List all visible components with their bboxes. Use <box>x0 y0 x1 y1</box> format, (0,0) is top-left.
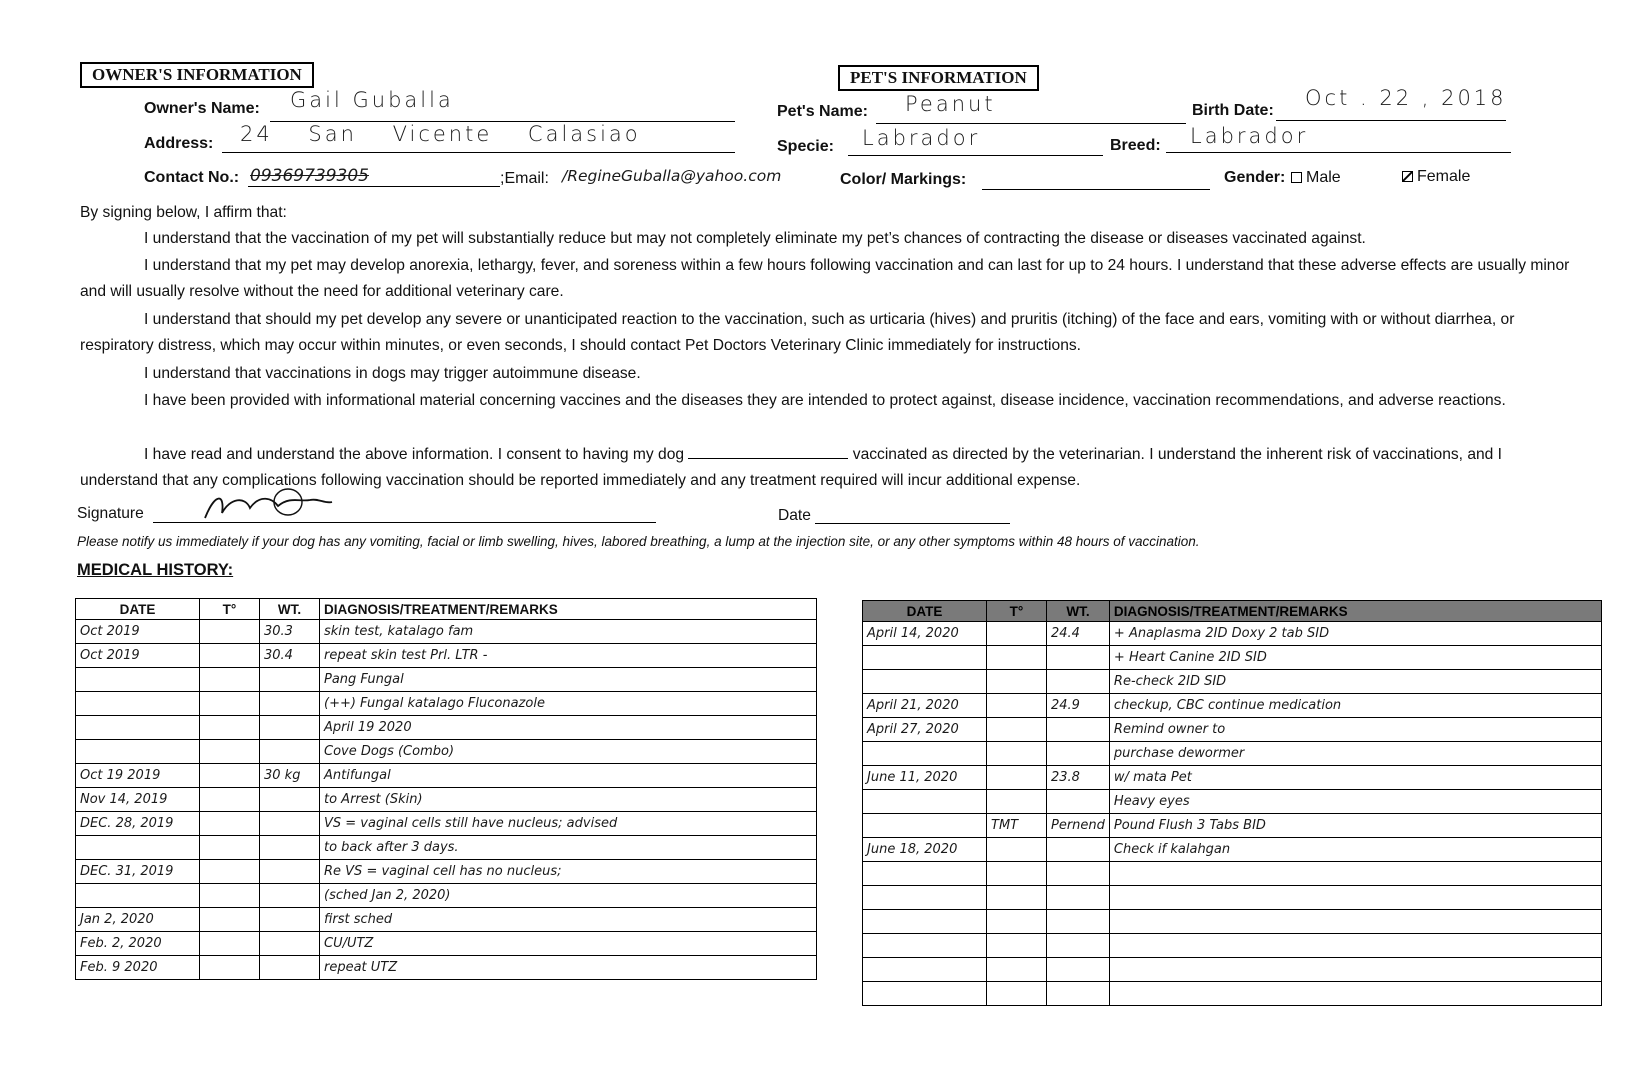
consent-p6a: I have read and understand the above information. I consent to having my dog <box>144 446 685 463</box>
cell-temp[interactable] <box>200 668 260 692</box>
table-row <box>863 646 1602 670</box>
table-row <box>76 644 817 668</box>
breed-line <box>1166 152 1511 153</box>
gender-female-option[interactable] <box>1402 168 1470 186</box>
address-value[interactable]: 24 San Vicente Calasiao <box>240 122 641 146</box>
cell-remarks[interactable]: (sched Jan 2, 2020) <box>320 884 817 908</box>
medical-table-left <box>75 598 817 980</box>
cell-temp[interactable] <box>987 958 1047 982</box>
consent-p3: I understand that should my pet develop any severe or unanticipated reaction to the vaccination, such as urticaria (hives) and pruritis (itching) of the face and ears, vomiting with or without diarrhea, or respiratory distress, which may occur within minutes, or even seconds, I should contact Pet Doctors Veterinary Clinic immediately for instructions. <box>80 311 1515 354</box>
email-label: ;Email: <box>500 170 549 187</box>
cell-remarks[interactable]: April 19 2020 <box>320 716 817 740</box>
table-row <box>863 742 1602 766</box>
col-temp: T° <box>200 599 260 620</box>
cell-temp[interactable]: TMT <box>987 814 1047 838</box>
cell-temp[interactable] <box>987 742 1047 766</box>
col-date: DATE <box>863 601 987 622</box>
cell-remarks[interactable]: Pang Fungal <box>320 668 817 692</box>
col-temp: T° <box>987 601 1047 622</box>
specie-value[interactable]: Labrador <box>862 126 981 150</box>
cell-date[interactable]: Oct 2019 <box>76 644 200 668</box>
cell-date[interactable] <box>76 692 200 716</box>
cell-weight[interactable] <box>1047 646 1110 670</box>
cell-remarks[interactable]: repeat skin test Prl. LTR - <box>320 644 817 668</box>
cell-temp[interactable] <box>200 932 260 956</box>
cell-temp[interactable] <box>200 788 260 812</box>
cell-temp[interactable] <box>200 764 260 788</box>
cell-date[interactable]: Feb. 9 2020 <box>76 956 200 980</box>
birth-date-label: Birth Date: <box>1192 102 1274 119</box>
cell-temp[interactable] <box>200 740 260 764</box>
contact-line <box>248 186 500 187</box>
cell-weight[interactable] <box>1047 718 1110 742</box>
cell-remarks[interactable] <box>1109 934 1601 958</box>
cell-date[interactable] <box>863 670 987 694</box>
cell-remarks[interactable]: Heavy eyes <box>1109 790 1601 814</box>
cell-date[interactable]: April 14, 2020 <box>863 622 987 646</box>
cell-temp[interactable] <box>987 790 1047 814</box>
cell-date[interactable] <box>863 982 987 1006</box>
breed-label: Breed: <box>1110 137 1161 154</box>
contact-value[interactable]: 09369739305 <box>250 166 369 186</box>
cell-remarks[interactable]: Antifungal <box>320 764 817 788</box>
owner-name-label: Owner's Name: <box>144 100 260 117</box>
table-row <box>76 692 817 716</box>
specie-label: Specie: <box>777 138 834 155</box>
table-row <box>863 958 1602 982</box>
color-markings-label: Color/ Markings: <box>840 171 967 188</box>
cell-weight[interactable] <box>260 932 320 956</box>
pet-name-label: Pet's Name: <box>777 103 868 120</box>
table-row <box>863 934 1602 958</box>
cell-weight[interactable] <box>1047 982 1110 1006</box>
cell-weight[interactable]: Pernend <box>1047 814 1110 838</box>
cell-temp[interactable] <box>200 860 260 884</box>
table-row <box>863 862 1602 886</box>
cell-remarks[interactable]: CU/UTZ <box>320 932 817 956</box>
cell-remarks[interactable] <box>1109 958 1601 982</box>
cell-temp[interactable] <box>987 694 1047 718</box>
cell-temp[interactable] <box>987 982 1047 1006</box>
cell-weight[interactable] <box>260 716 320 740</box>
cell-date[interactable] <box>863 886 987 910</box>
gender-label: Gender: <box>1224 169 1286 186</box>
cell-weight[interactable] <box>1047 910 1110 934</box>
cell-date[interactable] <box>863 646 987 670</box>
notice-text: Please notify us immediately if your dog has any vomiting, facial or limb swelling, hives, labored breathing, a lump at the injection site, or any other symptoms within 48 hours of vaccination. <box>77 534 1200 549</box>
cell-remarks[interactable]: repeat UTZ <box>320 956 817 980</box>
date-label: Date <box>778 507 811 524</box>
table-row <box>863 910 1602 934</box>
cell-remarks[interactable] <box>1109 982 1601 1006</box>
table-row <box>76 932 817 956</box>
cell-weight[interactable] <box>1047 790 1110 814</box>
table-row <box>76 860 817 884</box>
table-row <box>76 668 817 692</box>
medical-table-right <box>862 600 1602 1006</box>
cell-temp[interactable] <box>200 692 260 716</box>
cell-remarks[interactable] <box>1109 910 1601 934</box>
cell-remarks[interactable]: Check if kalahgan <box>1109 838 1601 862</box>
cell-weight[interactable] <box>1047 934 1110 958</box>
table-row <box>863 886 1602 910</box>
cell-date[interactable]: April 27, 2020 <box>863 718 987 742</box>
cell-date[interactable]: Feb. 2, 2020 <box>76 932 200 956</box>
pet-name-line <box>876 123 1186 124</box>
consent-p2: I understand that my pet may develop anorexia, lethargy, fever, and soreness within a few hours following vaccination and can last for up to 24 hours. I understand that these adverse effects are usually minor and will usually resolve without the need for additional veterinary care. <box>80 257 1570 300</box>
cell-date[interactable] <box>76 668 200 692</box>
cell-weight[interactable] <box>260 692 320 716</box>
cell-temp[interactable] <box>987 910 1047 934</box>
table-row <box>76 740 817 764</box>
cell-temp[interactable] <box>200 644 260 668</box>
cell-weight[interactable]: 30 kg <box>260 764 320 788</box>
table-row <box>863 814 1602 838</box>
date-line[interactable] <box>815 523 1010 524</box>
cell-weight[interactable] <box>260 884 320 908</box>
table-row <box>863 622 1602 646</box>
cell-date[interactable] <box>76 716 200 740</box>
birth-date-value[interactable]: Oct . 22 , 2018 <box>1305 86 1507 110</box>
table-row <box>863 670 1602 694</box>
table-row <box>76 764 817 788</box>
cell-temp[interactable] <box>987 718 1047 742</box>
cell-temp[interactable] <box>200 620 260 644</box>
cell-weight[interactable] <box>260 860 320 884</box>
cell-date[interactable]: June 18, 2020 <box>863 838 987 862</box>
cell-date[interactable] <box>863 790 987 814</box>
dog-name-blank[interactable] <box>688 444 848 459</box>
table-row <box>863 982 1602 1006</box>
pet-name-value[interactable]: Peanut <box>905 92 996 116</box>
cell-date[interactable]: Oct 19 2019 <box>76 764 200 788</box>
signature-scribble <box>200 488 340 524</box>
col-date: DATE <box>76 599 200 620</box>
cell-remarks[interactable]: VS = vaginal cells still have nucleus; advised <box>320 812 817 836</box>
cell-date[interactable]: April 21, 2020 <box>863 694 987 718</box>
cell-weight[interactable] <box>260 812 320 836</box>
address-line <box>222 152 735 153</box>
cell-remarks[interactable] <box>1109 862 1601 886</box>
cell-weight[interactable] <box>260 788 320 812</box>
contact-label: Contact No.: <box>144 169 240 186</box>
cell-temp[interactable] <box>200 812 260 836</box>
col-weight: WT. <box>260 599 320 620</box>
consent-p6 <box>80 442 1575 494</box>
cell-remarks[interactable]: + Anaplasma 2ID Doxy 2 tab SID <box>1109 622 1601 646</box>
cell-date[interactable] <box>863 814 987 838</box>
cell-remarks[interactable]: Re-check 2ID SID <box>1109 670 1601 694</box>
consent-p6b: vaccinated as directed by the veterinarian. I understand the inherent risk of vaccinations, and I understand that any complications following vaccination should be reported immediately and any treatment required will incur additional expense. <box>80 446 1503 489</box>
cell-weight[interactable] <box>260 908 320 932</box>
medical-history-title: MEDICAL HISTORY: <box>77 561 234 579</box>
cell-date[interactable] <box>863 934 987 958</box>
consent-intro: By signing below, I affirm that: <box>80 204 287 221</box>
cell-date[interactable]: Jan 2, 2020 <box>76 908 200 932</box>
cell-weight[interactable]: 24.9 <box>1047 694 1110 718</box>
table-row <box>76 908 817 932</box>
table-row <box>76 836 817 860</box>
cell-temp[interactable] <box>200 956 260 980</box>
gender-male-label: Male <box>1306 169 1341 186</box>
cell-date[interactable]: Nov 14, 2019 <box>76 788 200 812</box>
color-markings-line <box>982 189 1210 190</box>
cell-remarks[interactable]: checkup, CBC continue medication <box>1109 694 1601 718</box>
cell-weight[interactable] <box>1047 886 1110 910</box>
signature-label: Signature <box>77 505 144 522</box>
cell-temp[interactable] <box>987 838 1047 862</box>
table-row <box>76 620 817 644</box>
pet-section-title: PET'S INFORMATION <box>838 65 1039 91</box>
cell-temp[interactable] <box>200 716 260 740</box>
consent-p5: I have been provided with informational material concerning vaccines and the diseases they are intended to protect against, disease incidence, vaccination recommendations, and adverse reactions. <box>144 392 1506 409</box>
cell-date[interactable] <box>863 742 987 766</box>
cell-weight[interactable] <box>260 668 320 692</box>
table-row <box>863 838 1602 862</box>
cell-weight[interactable] <box>1047 862 1110 886</box>
cell-remarks[interactable]: Remind owner to <box>1109 718 1601 742</box>
male-checkbox[interactable] <box>1291 172 1302 183</box>
table-row <box>863 694 1602 718</box>
cell-temp[interactable] <box>987 622 1047 646</box>
specie-line <box>848 155 1103 156</box>
gender-female-label: Female <box>1417 168 1471 185</box>
cell-remarks[interactable]: w/ mata Pet <box>1109 766 1601 790</box>
cell-remarks[interactable]: (++) Fungal katalago Fluconazole <box>320 692 817 716</box>
cell-weight[interactable] <box>1047 838 1110 862</box>
table-row <box>76 788 817 812</box>
cell-remarks[interactable]: first sched <box>320 908 817 932</box>
cell-temp[interactable] <box>987 670 1047 694</box>
table-row <box>76 884 817 908</box>
cell-temp[interactable] <box>987 646 1047 670</box>
email-value[interactable]: /RegineGuballa@yahoo.com <box>562 167 782 185</box>
table-row <box>76 812 817 836</box>
table-row <box>863 790 1602 814</box>
table-row <box>76 716 817 740</box>
cell-remarks[interactable]: Pound Flush 3 Tabs BID <box>1109 814 1601 838</box>
cell-date[interactable] <box>76 740 200 764</box>
cell-weight[interactable]: 30.4 <box>260 644 320 668</box>
female-checkbox[interactable] <box>1402 171 1413 182</box>
cell-date[interactable] <box>76 884 200 908</box>
cell-temp[interactable] <box>200 836 260 860</box>
cell-remarks[interactable]: to Arrest (Skin) <box>320 788 817 812</box>
table-row <box>863 766 1602 790</box>
cell-weight[interactable] <box>260 956 320 980</box>
owner-section-title: OWNER'S INFORMATION <box>80 62 314 88</box>
cell-temp[interactable] <box>200 884 260 908</box>
owner-name-value[interactable]: Gail Guballa <box>290 88 454 112</box>
cell-weight[interactable]: 24.4 <box>1047 622 1110 646</box>
col-weight: WT. <box>1047 601 1110 622</box>
cell-weight[interactable] <box>1047 742 1110 766</box>
cell-remarks[interactable] <box>1109 886 1601 910</box>
cell-temp[interactable] <box>987 862 1047 886</box>
breed-value[interactable]: Labrador <box>1190 124 1309 148</box>
cell-temp[interactable] <box>987 934 1047 958</box>
table-row <box>863 718 1602 742</box>
cell-temp[interactable] <box>987 766 1047 790</box>
col-remarks: DIAGNOSIS/TREATMENT/REMARKS <box>320 599 817 620</box>
consent-p4: I understand that vaccinations in dogs may trigger autoimmune disease. <box>144 365 641 382</box>
cell-remarks[interactable]: Cove Dogs (Combo) <box>320 740 817 764</box>
col-remarks: DIAGNOSIS/TREATMENT/REMARKS <box>1109 601 1601 622</box>
cell-remarks[interactable]: purchase dewormer <box>1109 742 1601 766</box>
cell-remarks[interactable]: + Heart Canine 2ID SID <box>1109 646 1601 670</box>
address-label: Address: <box>144 135 214 152</box>
cell-date[interactable] <box>76 836 200 860</box>
cell-weight[interactable] <box>260 836 320 860</box>
cell-remarks[interactable]: skin test, katalago fam <box>320 620 817 644</box>
cell-weight[interactable] <box>1047 670 1110 694</box>
cell-temp[interactable] <box>987 886 1047 910</box>
cell-weight[interactable] <box>1047 958 1110 982</box>
cell-remarks[interactable]: to back after 3 days. <box>320 836 817 860</box>
cell-weight[interactable] <box>260 740 320 764</box>
gender-male-option[interactable] <box>1291 169 1341 187</box>
cell-date[interactable]: DEC. 31, 2019 <box>76 860 200 884</box>
table-row <box>76 956 817 980</box>
cell-remarks[interactable]: Re VS = vaginal cell has no nucleus; <box>320 860 817 884</box>
cell-weight[interactable]: 30.3 <box>260 620 320 644</box>
cell-date[interactable]: Oct 2019 <box>76 620 200 644</box>
birth-date-line <box>1276 120 1506 121</box>
consent-p1: I understand that the vaccination of my pet will substantially reduce but may not completely eliminate my pet’s chances of contracting the disease or diseases vaccinated against. <box>144 230 1366 247</box>
cell-weight[interactable]: 23.8 <box>1047 766 1110 790</box>
cell-temp[interactable] <box>200 908 260 932</box>
cell-date[interactable] <box>863 910 987 934</box>
cell-date[interactable] <box>863 862 987 886</box>
cell-date[interactable]: June 11, 2020 <box>863 766 987 790</box>
cell-date[interactable]: DEC. 28, 2019 <box>76 812 200 836</box>
cell-date[interactable] <box>863 958 987 982</box>
